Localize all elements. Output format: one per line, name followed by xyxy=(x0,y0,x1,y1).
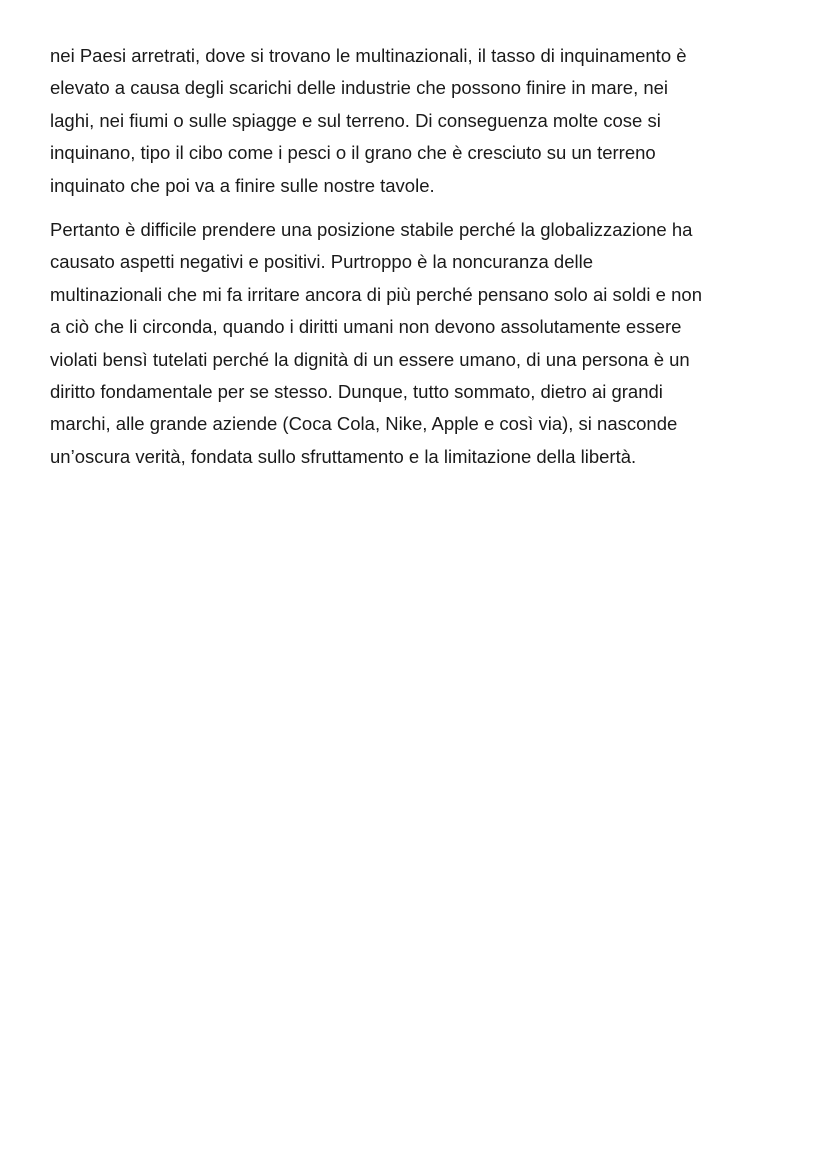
paragraph-line: nei Paesi arretrati, dove si trovano le multinazionali, il tasso di inquinamento è xyxy=(50,45,687,66)
paragraph-line: marchi, alle grande aziende (Coca Cola, Nike, Apple e così via), si nasconde xyxy=(50,413,678,435)
paragraph-line: inquinano, tipo il cibo come i pesci o il grano che è cresciuto su un terreno xyxy=(50,142,656,164)
paragraph-line: violati bensì tutelati perché la dignità di un essere umano, di una persona è un xyxy=(50,348,690,370)
paragraph-line: elevato a causa degli scarichi delle industrie che possono finire in mare, nei xyxy=(50,77,669,99)
paragraph-line: inquinato che poi va a finire sulle nostre tavole. xyxy=(50,174,435,196)
paragraph-line: a ciò che li circonda, quando i diritti umani non devono assolutamente essere xyxy=(50,316,682,338)
paragraph-2 xyxy=(50,214,785,473)
paragraph-1 xyxy=(50,40,785,202)
paragraph-line: diritto fondamentale per se stesso. Dunque, tutto sommato, dietro ai grandi xyxy=(50,381,663,403)
paragraph-line: multinazionali che mi fa irritare ancora di più perché pensano solo ai soldi e non xyxy=(50,283,702,305)
document-body xyxy=(50,40,785,473)
paragraph-spacer xyxy=(50,202,785,214)
paragraph-line: causato aspetti negativi e positivi. Purtroppo è la noncuranza delle xyxy=(50,251,594,273)
paragraph-line: un’oscura verità, fondata sullo sfruttamento e la limitazione della libertà. xyxy=(50,445,637,467)
paragraph-line: Pertanto è difficile prendere una posizione stabile perché la globalizzazione ha xyxy=(50,219,693,241)
paragraph-line: laghi, nei fiumi o sulle spiagge e sul terreno. Di conseguenza molte cose si xyxy=(50,109,661,131)
